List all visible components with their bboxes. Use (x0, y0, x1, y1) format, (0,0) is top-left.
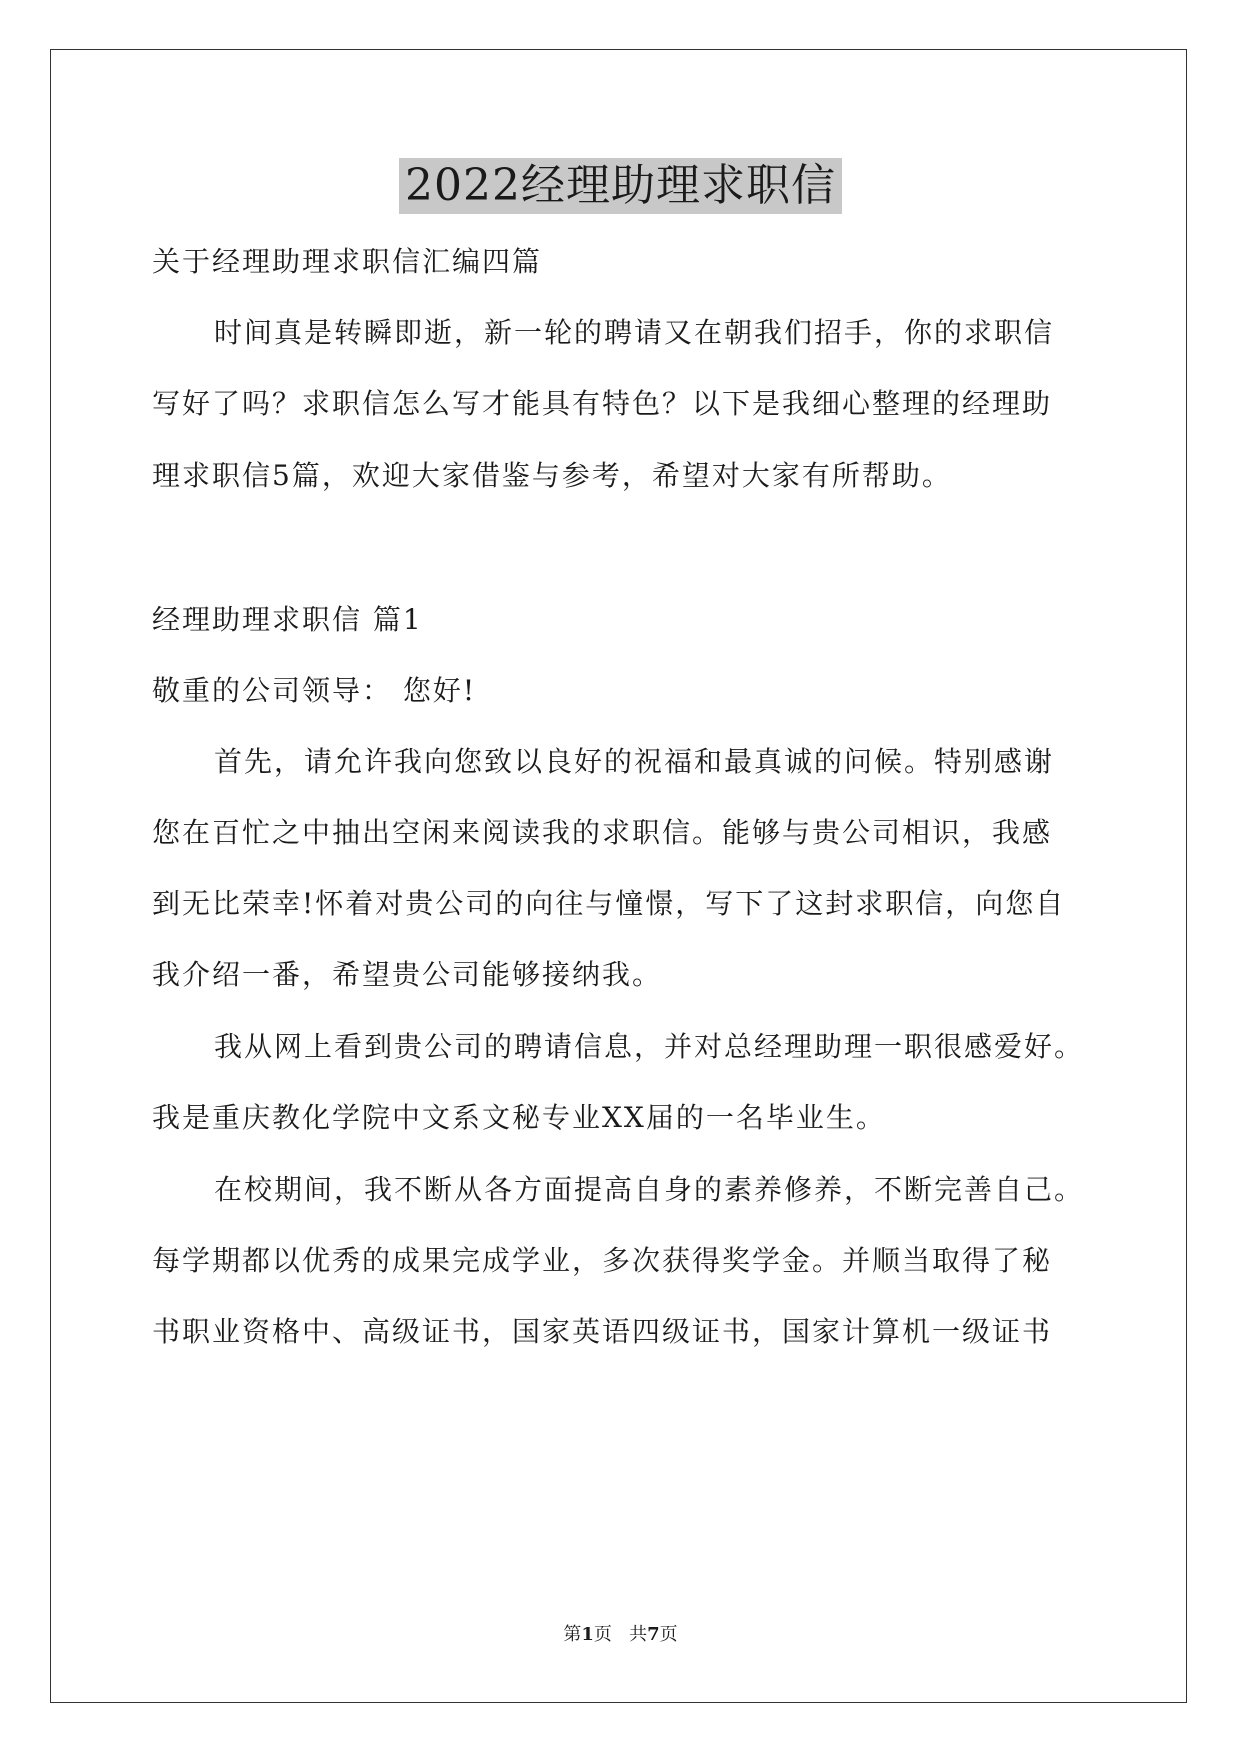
footer-suffix: 页 (659, 1624, 678, 1645)
page-footer (0, 1623, 1241, 1647)
document-title: 2022经理助理求职信 (399, 158, 842, 214)
paragraph-line: 我介绍一番，希望贵公司能够接纳我。 (152, 958, 663, 991)
page-border (50, 49, 1187, 1703)
paragraph-line: 时间真是转瞬即逝，新一轮的聘请又在朝我们招手，你的求职信 (214, 316, 1055, 349)
section-heading: 经理助理求职信 篇1 (152, 603, 423, 636)
paragraph-line: 到无比荣幸!怀着对贵公司的向往与憧憬，写下了这封求职信，向您自 (152, 887, 1066, 920)
intro-heading: 关于经理助理求职信汇编四篇 (152, 245, 543, 278)
title-container (0, 158, 1241, 214)
salutation: 敬重的公司领导： 您好! (152, 674, 477, 707)
current-page-number: 1 (581, 1624, 594, 1645)
paragraph-line: 每学期都以优秀的成果完成学业，多次获得奖学金。并顺当取得了秘 (152, 1244, 1053, 1277)
paragraph-line: 我是重庆教化学院中文系文秘专业XX届的一名毕业生。 (152, 1101, 886, 1134)
paragraph-line: 首先，请允许我向您致以良好的祝福和最真诚的问候。特别感谢 (214, 745, 1055, 778)
paragraph-line: 在校期间，我不断从各方面提高自身的素养修养，不断完善自己。 (214, 1173, 1085, 1206)
total-pages-number: 7 (647, 1624, 660, 1645)
paragraph-line: 您在百忙之中抽出空闲来阅读我的求职信。能够与贵公司相识，我感 (152, 816, 1053, 849)
paragraph-line: 我从网上看到贵公司的聘请信息，并对总经理助理一职很感爱好。 (214, 1030, 1085, 1063)
footer-prefix: 第 (563, 1624, 582, 1645)
paragraph-line: 写好了吗？求职信怎么写才能具有特色？以下是我细心整理的经理助 (152, 387, 1053, 420)
footer-middle: 页 共 (593, 1624, 648, 1645)
paragraph-line: 书职业资格中、高级证书，国家英语四级证书，国家计算机一级证书 (152, 1315, 1053, 1348)
paragraph-line: 理求职信5篇，欢迎大家借鉴与参考，希望对大家有所帮助。 (152, 459, 952, 492)
